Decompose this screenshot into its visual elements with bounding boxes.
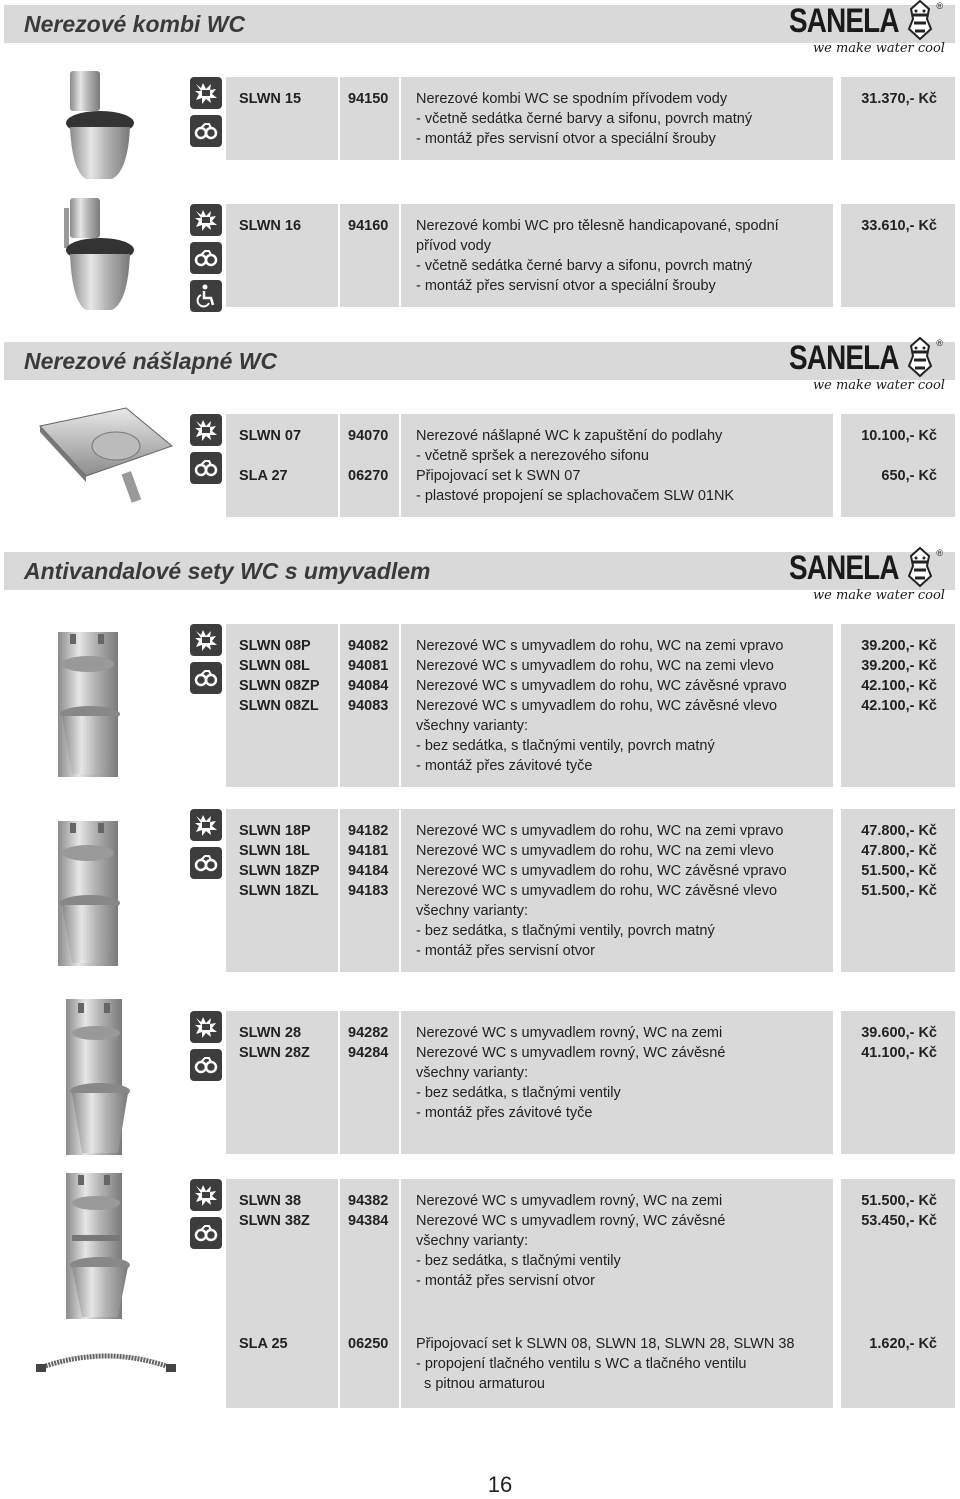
logo-slogan: we make water cool [813, 41, 945, 56]
price: 650,- Kč [881, 468, 937, 484]
product-code-cell [226, 809, 338, 972]
product-row-slwn38 [0, 1179, 960, 1322]
article-number-cell [340, 414, 399, 517]
sanela-logo [789, 548, 945, 606]
section-header-antivandal [4, 548, 955, 603]
description-line: všechny varianty: [416, 718, 529, 734]
description-line: - bez sedátka, s tlačnými ventily, povrch matný [416, 738, 715, 754]
product-code: SLWN 08L [239, 658, 310, 674]
description-line: Připojovací set k SWN 07 [416, 468, 581, 484]
description-line: Nerezové kombi WC se spodním přívodem vody [416, 91, 728, 107]
logo-wordmark: SANELA [789, 2, 899, 40]
article-number: 94384 [348, 1213, 389, 1229]
product-image-wc-washbasin-corner [52, 821, 132, 971]
article-number: 94382 [348, 1193, 389, 1209]
description-cell [401, 809, 833, 972]
product-code-cell [226, 1011, 338, 1154]
vandal-icon [190, 624, 222, 656]
article-number: 94282 [348, 1025, 389, 1041]
price: 51.500,- Kč [861, 863, 937, 879]
product-image-kombi-wc-handicap [60, 198, 140, 314]
description-line: Nerezové WC s umyvadlem do rohu, WC závěsné vlevo [416, 883, 778, 899]
product-code-cell [226, 204, 338, 307]
description-line: přívod vody [416, 238, 491, 254]
article-number: 94082 [348, 638, 389, 654]
product-row-slwn07 [0, 414, 960, 517]
product-code: SLA 25 [239, 1336, 288, 1352]
description-line: Nerezové WC s umyvadlem do rohu, WC na zemi vpravo [416, 638, 784, 654]
product-row-slwn18 [0, 809, 960, 972]
description-line: Nerezové nášlapné WC k zapuštění do podlahy [416, 428, 723, 444]
icons-column [190, 77, 222, 153]
article-number: 94070 [348, 428, 389, 444]
mascot-icon [905, 336, 935, 378]
article-number-cell [340, 1179, 399, 1322]
price-cell [841, 204, 955, 307]
price: 41.100,- Kč [861, 1045, 937, 1061]
vandal-icon [190, 77, 222, 109]
product-code: SLWN 18ZL [239, 883, 319, 899]
description-line: Nerezové WC s umyvadlem do rohu, WC na zemi vpravo [416, 823, 784, 839]
product-image-wc-washbasin-corner [52, 632, 132, 782]
product-row-slwn28 [0, 1011, 960, 1154]
description-cell [401, 204, 833, 307]
article-number: 94184 [348, 863, 389, 879]
logo-wordmark: SANELA [789, 549, 899, 587]
product-image-kombi-wc [60, 71, 140, 183]
vandal-icon [190, 204, 222, 236]
price: 39.600,- Kč [861, 1025, 937, 1041]
description-line: všechny varianty: [416, 1233, 529, 1249]
price-cell [841, 1179, 955, 1322]
spacer [841, 446, 937, 466]
description-line: - montáž přes servisní otvor a speciální šrouby [416, 278, 716, 294]
description-line: - propojení tlačného ventilu s WC a tlačného ventilu [416, 1356, 747, 1372]
product-code: SLWN 15 [239, 91, 302, 107]
section-title: Nerezové nášlapné WC [24, 348, 278, 374]
price: 31.370,- Kč [861, 91, 937, 107]
product-code: SLWN 08ZP [239, 678, 320, 694]
description-line: Nerezové WC s umyvadlem do rohu, WC závěsné vpravo [416, 678, 787, 694]
logo-slogan: we make water cool [813, 378, 945, 393]
description-line: všechny varianty: [416, 903, 529, 919]
product-row-slwn08 [0, 624, 960, 787]
article-number: 06250 [348, 1336, 389, 1352]
wheelchair-icon [190, 280, 222, 312]
description-line: Nerezové WC s umyvadlem rovný, WC závěsné [416, 1045, 726, 1061]
description-line: všechny varianty: [416, 1065, 529, 1081]
description-cell [401, 1179, 833, 1322]
price-cell [841, 77, 955, 160]
description-line: Nerezové WC s umyvadlem do rohu, WC na zemi vlevo [416, 658, 774, 674]
article-number: 94083 [348, 698, 389, 714]
price: 51.500,- Kč [861, 1193, 937, 1209]
description-cell [401, 624, 833, 787]
product-code: SLA 27 [239, 468, 288, 484]
price: 42.100,- Kč [861, 698, 937, 714]
description-line: Nerezové WC s umyvadlem rovný, WC závěsné [416, 1213, 726, 1229]
price: 39.200,- Kč [861, 638, 937, 654]
handcuffs-icon [190, 1049, 222, 1081]
article-number-cell [340, 1322, 399, 1408]
article-number: 94181 [348, 843, 389, 859]
article-number-cell [340, 204, 399, 307]
price: 47.800,- Kč [861, 823, 937, 839]
product-code-cell [226, 414, 338, 517]
description-cell [401, 1322, 833, 1408]
product-image-squat-wc [36, 406, 176, 516]
article-number: 94284 [348, 1045, 389, 1061]
price: 10.100,- Kč [861, 428, 937, 444]
sanela-logo [789, 1, 945, 59]
section-title: Nerezové kombi WC [24, 11, 246, 37]
price: 51.500,- Kč [861, 883, 937, 899]
description-line: - montáž přes servisní otvor [416, 943, 595, 959]
registered-mark: ® [936, 1, 943, 11]
description-line: - montáž přes servisní otvor a speciální šrouby [416, 131, 716, 147]
price-cell [841, 414, 955, 517]
price-cell [841, 1011, 955, 1154]
handcuffs-icon [190, 847, 222, 879]
price: 47.800,- Kč [861, 843, 937, 859]
product-code-cell [226, 1179, 338, 1322]
section-header-kombi [4, 1, 955, 56]
handcuffs-icon [190, 1217, 222, 1249]
product-code: SLWN 16 [239, 218, 302, 234]
article-number-cell [340, 624, 399, 787]
handcuffs-icon [190, 452, 222, 484]
product-code: SLWN 38Z [239, 1213, 310, 1229]
price: 39.200,- Kč [861, 658, 937, 674]
article-number-cell [340, 1011, 399, 1154]
handcuffs-icon [190, 242, 222, 274]
vandal-icon [190, 809, 222, 841]
sanela-logo [789, 338, 945, 396]
description-line: - včetně sedátka černé barvy a sifonu, povrch matný [416, 111, 753, 127]
description-cell [401, 1011, 833, 1154]
description-line: - plastové propojení se splachovačem SLW 01NK [416, 488, 735, 504]
section-header-naslapne [4, 338, 955, 393]
vandal-icon [190, 1179, 222, 1211]
product-code: SLWN 07 [239, 428, 302, 444]
article-number: 94160 [348, 218, 389, 234]
vandal-icon [190, 1011, 222, 1043]
price: 1.620,- Kč [869, 1336, 937, 1352]
description-line: - montáž přes závitové tyče [416, 1105, 593, 1121]
article-number: 94182 [348, 823, 389, 839]
registered-mark: ® [936, 338, 943, 348]
product-code: SLWN 28 [239, 1025, 302, 1041]
description-line: - bez sedátka, s tlačnými ventily [416, 1253, 621, 1269]
logo-slogan: we make water cool [813, 588, 945, 603]
description-cell [401, 414, 833, 517]
price: 33.610,- Kč [861, 218, 937, 234]
registered-mark: ® [936, 548, 943, 558]
product-code: SLWN 28Z [239, 1045, 310, 1061]
product-row-slwn15 [0, 77, 960, 160]
description-line: - včetně spršek a nerezového sifonu [416, 448, 649, 464]
product-image-connection-hose [36, 1340, 176, 1380]
page-number: 16 [487, 1472, 513, 1497]
product-code-cell [226, 624, 338, 787]
description-line: - montáž přes závitové tyče [416, 758, 593, 774]
price-cell [841, 809, 955, 972]
article-number: 94183 [348, 883, 389, 899]
article-number: 94084 [348, 678, 389, 694]
price: 53.450,- Kč [861, 1213, 937, 1229]
description-line: Nerezové WC s umyvadlem do rohu, WC závěsné vlevo [416, 698, 778, 714]
icons-column [190, 204, 222, 318]
icons-column [190, 624, 222, 700]
icons-column [190, 414, 222, 490]
product-code: SLWN 18P [239, 823, 311, 839]
price-cell [841, 624, 955, 787]
product-code: SLWN 38 [239, 1193, 302, 1209]
product-row-sla25 [0, 1322, 960, 1408]
article-number-cell [340, 809, 399, 972]
section-title: Antivandalové sety WC s umyvadlem [24, 558, 431, 584]
product-code: SLWN 18ZP [239, 863, 320, 879]
logo-wordmark: SANELA [789, 339, 899, 377]
product-code: SLWN 08ZL [239, 698, 319, 714]
description-line: Nerezové WC s umyvadlem do rohu, WC závěsné vpravo [416, 863, 787, 879]
vandal-icon [190, 414, 222, 446]
article-number-cell [340, 77, 399, 160]
product-image-wc-washbasin-straight [52, 1173, 142, 1323]
product-code: SLWN 08P [239, 638, 311, 654]
handcuffs-icon [190, 662, 222, 694]
icons-column [190, 809, 222, 885]
article-number: 94081 [348, 658, 389, 674]
description-line: Nerezové WC s umyvadlem do rohu, WC na zemi vlevo [416, 843, 774, 859]
product-row-slwn16 [0, 204, 960, 307]
description-line: s pitnou armaturou [416, 1376, 545, 1392]
description-cell [401, 77, 833, 160]
handcuffs-icon [190, 115, 222, 147]
product-image-wc-washbasin-straight [52, 999, 142, 1159]
price: 42.100,- Kč [861, 678, 937, 694]
product-code-cell [226, 1322, 338, 1408]
article-number: 06270 [348, 468, 389, 484]
description-line: Nerezové WC s umyvadlem rovný, WC na zemi [416, 1193, 723, 1209]
spacer [239, 446, 338, 466]
mascot-icon [905, 0, 935, 41]
spacer [348, 446, 399, 466]
description-line: Nerezové WC s umyvadlem rovný, WC na zemi [416, 1025, 723, 1041]
description-line: - bez sedátka, s tlačnými ventily [416, 1085, 621, 1101]
description-line: Nerezové kombi WC pro tělesně handicapované, spodní [416, 218, 779, 234]
icons-column [190, 1179, 222, 1255]
product-code: SLWN 18L [239, 843, 310, 859]
article-number: 94150 [348, 91, 389, 107]
icons-column [190, 1011, 222, 1087]
price-cell [841, 1322, 955, 1408]
description-line: - montáž přes servisní otvor [416, 1273, 595, 1289]
product-code-cell [226, 77, 338, 160]
description-line: Připojovací set k SLWN 08, SLWN 18, SLWN 28, SLWN 38 [416, 1336, 795, 1352]
mascot-icon [905, 546, 935, 588]
description-line: - bez sedátka, s tlačnými ventily, povrch matný [416, 923, 715, 939]
description-line: - včetně sedátka černé barvy a sifonu, povrch matný [416, 258, 753, 274]
